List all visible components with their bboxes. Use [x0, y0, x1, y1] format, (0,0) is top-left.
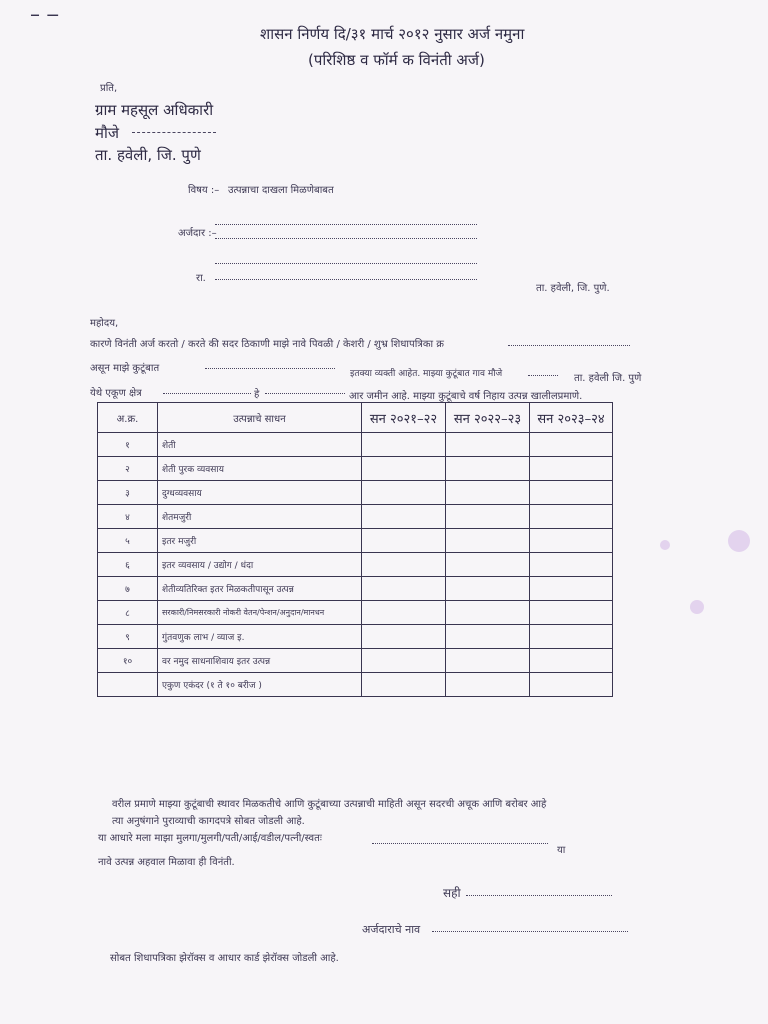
income-cell[interactable] — [530, 529, 613, 553]
area-unit-blank[interactable] — [265, 393, 345, 394]
income-cell[interactable] — [446, 577, 530, 601]
income-cell[interactable] — [446, 553, 530, 577]
income-cell[interactable] — [362, 457, 446, 481]
income-cell[interactable] — [530, 577, 613, 601]
beneficiary-name-blank[interactable] — [372, 843, 548, 844]
applicant-label: अर्जदार :– — [178, 228, 217, 239]
subject-text: उत्पन्नाचा दाखला मिळणेबाबत — [228, 185, 334, 196]
total-cell[interactable] — [362, 673, 446, 697]
row-source: इतर मजुरी — [158, 529, 362, 553]
income-cell[interactable] — [530, 649, 613, 673]
body-line1: कारणे विनंती अर्ज करतो / करते की सदर ठिकाणी माझे नावे पिवळी / केशरी / शुभ्र शिधापत्रिका क्र — [90, 339, 444, 350]
body-line3-a: येथे एकूण क्षेत्र — [90, 388, 142, 399]
form-title: शासन निर्णय दि/३१ मार्च २०१२ नुसार अर्ज नमुना — [260, 25, 525, 43]
income-cell[interactable] — [362, 481, 446, 505]
table-row — [98, 577, 613, 601]
income-cell[interactable] — [446, 457, 530, 481]
taluka-district: ता. हवेली, जि. पुणे — [95, 146, 201, 164]
applicant-name-label: अर्जदाराचे नाव — [362, 923, 421, 936]
row-source: वर नमुद साधनाशिवाय इतर उत्पन्न — [158, 649, 362, 673]
col-year-2022-23: सन २०२२–२३ — [446, 403, 530, 433]
total-cell[interactable] — [446, 673, 530, 697]
total-cell[interactable] — [530, 673, 613, 697]
income-cell[interactable] — [530, 481, 613, 505]
row-no: ६ — [98, 553, 158, 577]
income-cell[interactable] — [446, 649, 530, 673]
ration-card-no-blank[interactable] — [508, 345, 630, 346]
col-year-2023-24: सन २०२३–२४ — [530, 403, 613, 433]
income-cell[interactable] — [362, 625, 446, 649]
row-no: २ — [98, 457, 158, 481]
row-source: इतर व्यवसाय / उद्योग / धंदा — [158, 553, 362, 577]
declaration-line2: त्या अनुषंगाने पुराव्याची कागदपत्रे सोबत जोडली आहे. — [112, 816, 305, 827]
income-cell[interactable] — [446, 625, 530, 649]
body-line3-b: हे — [254, 389, 260, 400]
row-no: ३ — [98, 481, 158, 505]
row-source: शेती पुरक व्यवसाय — [158, 457, 362, 481]
row-no — [98, 673, 158, 697]
table-row — [98, 625, 613, 649]
body-line2-b: इतक्या व्यक्ती आहेत. माझ्या कुटूंबात गाव मौजे — [350, 369, 503, 379]
ink-blot — [728, 530, 750, 552]
ink-blot — [660, 540, 670, 550]
applicant-name-line2[interactable] — [215, 238, 477, 239]
income-cell[interactable] — [530, 625, 613, 649]
mauje-label: मौजे — [95, 124, 119, 142]
income-table — [97, 402, 613, 697]
applicant-name-blank[interactable] — [432, 931, 628, 932]
table-row — [98, 457, 613, 481]
mauje-blank[interactable] — [132, 132, 216, 133]
row-source: दुग्धव्यवसाय — [158, 481, 362, 505]
village-blank[interactable] — [528, 375, 558, 376]
scan-mark: – ‒ — [30, 2, 60, 26]
family-count-blank[interactable] — [205, 368, 335, 369]
declaration-line1: वरील प्रमाणे माझ्या कुटूंबाची स्थावर मिळकतीचे आणि कुटूंबाच्या उत्पन्नाची माहिती असून सदरची अचूक आणि बरोबर आहे — [112, 799, 547, 810]
officer-title: ग्राम महसूल अधिकारी — [95, 101, 214, 119]
income-cell[interactable] — [530, 505, 613, 529]
row-no: १० — [98, 649, 158, 673]
residence-line1[interactable] — [215, 263, 477, 264]
income-cell[interactable] — [362, 529, 446, 553]
row-no: ५ — [98, 529, 158, 553]
declaration-line3-b: या — [557, 845, 566, 856]
row-source: सरकारी/निमसरकारी नोकरी वेतन/पेन्शन/अनुदान/मानधन — [158, 601, 362, 625]
residence-label: रा. — [196, 273, 206, 284]
row-source: एकुण एकंदर (१ ते १० बरीज ) — [158, 673, 362, 697]
declaration-line3-a: या आधारे मला माझा मुलगा/मुलगी/पती/आई/वडील/पत्नी/स्वतः — [98, 833, 322, 844]
body-line3-c: आर जमीन आहे. माझ्या कुटूंबाचे वर्ष निहाय उत्पन्न खालीलप्रमाणे. — [349, 391, 583, 402]
income-cell[interactable] — [446, 481, 530, 505]
table-row — [98, 433, 613, 457]
attachment-note: सोबत शिधापत्रिका झेरॉक्स व आधार कार्ड झेरॉक्स जोडली आहे. — [110, 953, 339, 964]
table-row — [98, 505, 613, 529]
row-source: शेतमजुरी — [158, 505, 362, 529]
row-no: ९ — [98, 625, 158, 649]
income-cell[interactable] — [362, 433, 446, 457]
income-cell[interactable] — [530, 457, 613, 481]
income-cell[interactable] — [362, 553, 446, 577]
col-year-2021-22: सन २०२१–२२ — [362, 403, 446, 433]
income-cell[interactable] — [530, 601, 613, 625]
subject-label: विषय :– — [188, 185, 220, 196]
income-cell[interactable] — [446, 433, 530, 457]
applicant-name-line1[interactable] — [215, 224, 477, 225]
row-no: १ — [98, 433, 158, 457]
declaration-line4: नावे उत्पन्न अहवाल मिळावा ही विनंती. — [98, 857, 235, 868]
income-cell[interactable] — [362, 577, 446, 601]
row-no: ७ — [98, 577, 158, 601]
ink-blot — [690, 600, 704, 614]
col-income-source: उत्पन्नाचे साधन — [158, 403, 362, 433]
table-row — [98, 481, 613, 505]
residence-line2[interactable] — [215, 279, 477, 280]
table-header-row — [98, 403, 613, 433]
salutation: महोदय, — [90, 318, 119, 329]
table-row — [98, 601, 613, 625]
income-cell[interactable] — [530, 553, 613, 577]
table-row — [98, 649, 613, 673]
row-source: शेतीव्यतिरिक्त इतर मिळकतीपासून उत्पन्न — [158, 577, 362, 601]
income-cell[interactable] — [446, 529, 530, 553]
applicant-taluka: ता. हवेली, जि. पुणे. — [536, 283, 610, 294]
income-cell[interactable] — [446, 505, 530, 529]
body-line2-c: ता. हवेली जि. पुणे — [574, 373, 642, 384]
area-blank[interactable] — [163, 393, 251, 394]
income-cell[interactable] — [362, 649, 446, 673]
row-source: गुंतवणुक लाभ / व्याज इ. — [158, 625, 362, 649]
table-row — [98, 553, 613, 577]
signature-label: सही — [443, 886, 461, 900]
form-subtitle: (परिशिष्ठ व फॉर्म क विनंती अर्ज) — [308, 51, 485, 69]
body-line2-a: असून माझे कुटूंबात — [90, 363, 160, 374]
income-cell[interactable] — [362, 505, 446, 529]
to-label: प्रति, — [100, 83, 118, 94]
table-row — [98, 529, 613, 553]
row-no: ८ — [98, 601, 158, 625]
income-cell[interactable] — [530, 433, 613, 457]
row-no: ४ — [98, 505, 158, 529]
table-total-row — [98, 673, 613, 697]
income-cell[interactable] — [446, 601, 530, 625]
row-source: शेती — [158, 433, 362, 457]
income-cell[interactable] — [362, 601, 446, 625]
signature-blank[interactable] — [466, 895, 612, 896]
col-serial-no: अ.क्र. — [98, 403, 158, 433]
